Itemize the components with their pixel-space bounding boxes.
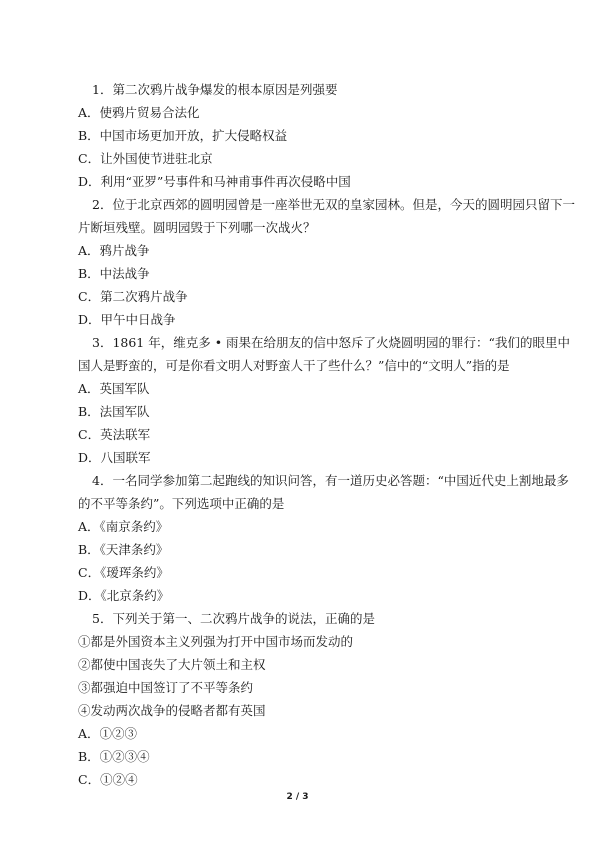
question-5-option-c: C．①②④ [78,772,138,787]
question-4-stem-line-1: 4．一名同学参加第二起跑线的知识问答，有一道历史必答题：“中国近代史上割地最多 [92,473,569,488]
question-2-option-b: B．中法战争 [78,266,150,281]
question-5-statement-4: ④发动两次战争的侵略者都有英国 [78,703,266,718]
question-5-stem [78,607,518,630]
question-2-stem [78,193,575,239]
question-4-stem-line-2: 的不平等条约”。下列选项中正确的是 [78,496,285,511]
question-2-stem-line-2: 片断垣残壁。圆明园毁于下列哪一次战火？ [78,220,316,235]
question-1-option-c: C．让外国使节进驻北京 [78,151,213,166]
question-2-stem-line-1: 2．位于北京西郊的圆明园曾是一座举世无双的皇家园林。但是，今天的圆明园只留下一 [92,197,575,212]
question-3 [78,331,570,469]
question-1 [78,78,518,193]
question-5-option-b: B．①②③④ [78,749,150,764]
question-4-option-a: A．《南京条约》 [78,519,169,534]
question-5-option-a: A．①②③ [78,726,138,741]
question-list [78,78,575,791]
question-3-option-b: B．法国军队 [78,404,150,419]
question-2-option-a: A．鸦片战争 [78,243,150,258]
question-1-stem-line-1: 1．第二次鸦片战争爆发的根本原因是列强要 [92,82,338,97]
question-2 [78,193,575,331]
question-4-option-d: D．《北京条约》 [78,588,170,603]
page-number: 2 / 3 [286,792,309,802]
question-4 [78,469,569,607]
question-2-option-c: C．第二次鸦片战争 [78,289,188,304]
question-5 [78,607,518,791]
question-4-option-b: B．《天津条约》 [78,542,169,557]
question-5-statement-3: ③都强迫中国签订了不平等条约 [78,680,254,695]
question-5-statement-1: ①都是外国资本主义列强为打开中国市场而发动的 [78,634,354,649]
question-4-option-c: C．《瑷珲条约》 [78,565,169,580]
question-2-option-d: D．甲午中日战争 [78,312,176,327]
question-1-option-a: A．使鸦片贸易合法化 [78,105,200,120]
question-3-stem-line-1: 3．1861 年，维克多 • 雨果在给朋友的信中怒斥了火烧圆明园的罪行：“我们的眼里中 [92,335,570,350]
question-3-stem [78,331,570,377]
question-3-option-a: A．英国军队 [78,381,150,396]
question-1-option-b: B．中国市场更加开放，扩大侵略权益 [78,128,288,143]
question-5-stem-line-1: 5．下列关于第一、二次鸦片战争的说法，正确的是 [92,611,375,626]
question-1-stem [78,78,518,101]
question-5-statement-2: ②都使中国丧失了大片领土和主权 [78,657,266,672]
question-3-stem-line-2: 国人是野蛮的，可是你看文明人对野蛮人干了些什么？”信中的“文明人”指的是 [78,358,510,373]
question-3-option-c: C．英法联军 [78,427,151,442]
question-4-stem [78,469,569,515]
question-3-option-d: D．八国联军 [78,450,151,465]
question-1-option-d: D．利用“亚罗”号事件和马神甫事件再次侵略中国 [78,174,351,189]
